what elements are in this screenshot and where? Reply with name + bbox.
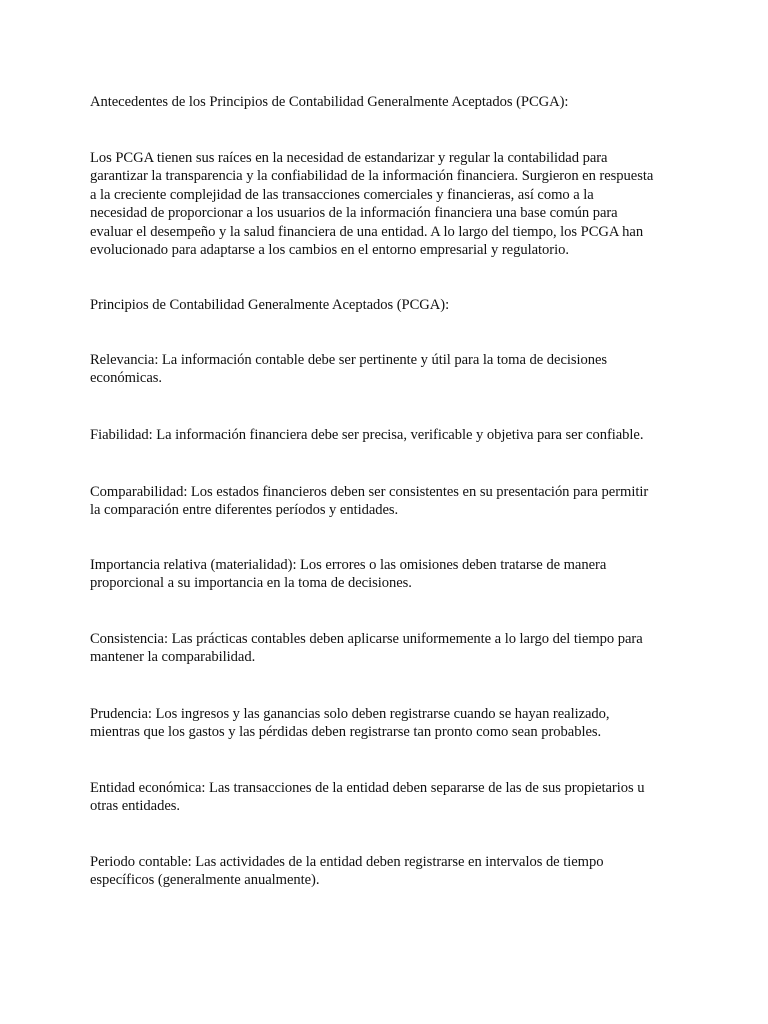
principle-fiabilidad <box>90 426 690 444</box>
principle-line: Prudencia: Los ingresos y las ganancias solo deben registrarse cuando se hayan realizado, <box>90 706 610 722</box>
background-paragraph <box>90 149 690 259</box>
background-line: a la creciente complejidad de las transacciones comerciales y financieras, así como a la <box>90 186 594 203</box>
principle-prudencia <box>90 705 690 742</box>
principle-relevancia <box>90 351 690 388</box>
principle-line: Entidad económica: Las transacciones de la entidad deben separarse de las de sus propietarios u <box>90 780 645 796</box>
principles-heading <box>90 296 690 314</box>
principle-entidad-economica <box>90 779 690 816</box>
background-line: evaluar el desempeño y la salud financiera de una entidad. A lo largo del tiempo, los PCGA han <box>90 223 644 240</box>
principle-line: Relevancia: La información contable debe ser pertinente y útil para la toma de decisiones <box>90 352 608 368</box>
principle-line: Importancia relativa (materialidad): Los errores o las omisiones deben tratarse de manera <box>90 557 607 573</box>
principle-line: económicas. <box>90 370 162 387</box>
principle-line: específicos (generalmente anualmente). <box>90 872 320 889</box>
principle-line: la comparación entre diferentes períodos y entidades. <box>90 502 399 519</box>
background-line: evolucionado para adaptarse a los cambios en el entorno empresarial y regulatorio. <box>90 242 569 259</box>
background-heading-text: Antecedentes de los Principios de Contabilidad Generalmente Aceptados (PCGA): <box>90 94 569 110</box>
principle-line: proporcional a su importancia en la toma de decisiones. <box>90 575 412 592</box>
principle-line: mientras que los gastos y las pérdidas deben registrarse tan pronto como sean probables. <box>90 724 602 741</box>
principle-comparabilidad <box>90 483 690 520</box>
background-heading <box>90 93 690 111</box>
principles-heading-text: Principios de Contabilidad Generalmente Aceptados (PCGA): <box>90 297 450 313</box>
principle-consistencia <box>90 630 690 667</box>
principle-importancia-relativa <box>90 556 690 593</box>
principle-line: Comparabilidad: Los estados financieros deben ser consistentes en su presentación para permitir <box>90 484 649 500</box>
background-line: Los PCGA tienen sus raíces en la necesidad de estandarizar y regular la contabilidad para <box>90 150 608 166</box>
background-line: necesidad de proporcionar a los usuarios de la información financiera una base común para <box>90 205 618 222</box>
principle-line: mantener la comparabilidad. <box>90 649 256 666</box>
background-line: garantizar la transparencia y la confiabilidad de la información financiera. Surgieron en respuesta <box>90 168 654 185</box>
principle-line: otras entidades. <box>90 798 180 815</box>
principle-periodo-contable <box>90 853 690 890</box>
principle-line: Periodo contable: Las actividades de la entidad deben registrarse en intervalos de tiempo <box>90 854 604 870</box>
principle-line: Consistencia: Las prácticas contables deben aplicarse uniformemente a lo largo del tiempo para <box>90 631 643 647</box>
principle-line: Fiabilidad: La información financiera debe ser precisa, verificable y objetiva para ser confiable. <box>90 427 644 443</box>
